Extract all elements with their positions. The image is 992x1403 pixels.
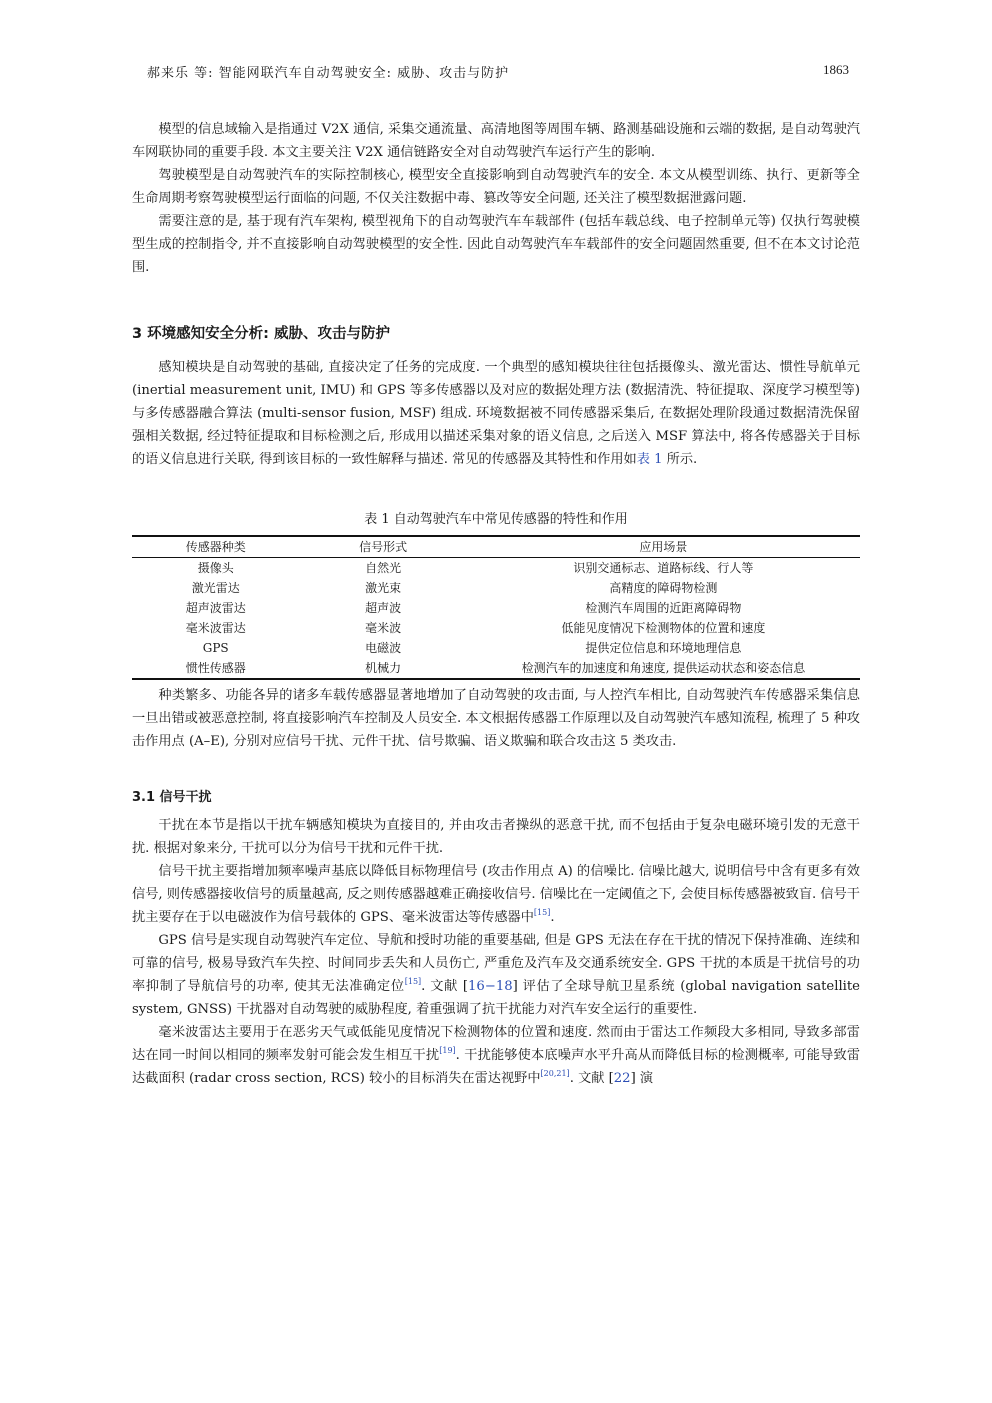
section-3-1-paragraph-1: 干扰在本节是指以干扰车辆感知模块为直接目的, 并由攻击者操纵的恶意干扰, 而不包括由于复杂电磁环境引发的无意干扰. 根据对象来分, 干扰可以分为信号干扰和元件干扰. [132,818,860,856]
table-cell: 毫米波雷达 [185,621,246,635]
table-1-block [132,504,860,680]
table-cell: 检测汽车的加速度和角速度, 提供运动状态和姿态信息 [467,658,860,679]
after-table-paragraph: 种类繁多、功能各异的诸多车载传感器显著地增加了自动驾驶的攻击面, 与人控汽车相比, 自动驾驶汽车传感器采集信息一旦出错或被恶意控制, 将直接影响汽车控制及人员安全. 本文根据传感器工作原理以及自动驾驶汽车感知流程, 梳理了 5 种攻击作用点 (A–E), 分别对应信号干扰、元件干扰、信号欺骗、语义欺骗和联合攻击这 5 类攻击. [132,688,860,749]
section-3-1-title: 3.1 信号干扰 [132,790,212,805]
table-cell: 检测汽车周围的近距离障碍物 [585,601,742,615]
section-3-title: 3 环境感知安全分析: 威胁、攻击与防护 [132,326,390,342]
table-1-caption: 表 1 自动驾驶汽车中常见传感器的特性和作用 [364,512,628,527]
table-cell: 机械力 [299,658,466,679]
citation-15[interactable]: [15] [404,977,422,986]
table-row [132,598,860,618]
table-cell: 高精度的障碍物检测 [609,581,718,595]
section-3 [132,323,860,471]
running-header-title: 郝来乐 等: 智能网联汽车自动驾驶安全: 威胁、攻击与防护 [147,66,510,81]
intro-paragraph-3: 需要注意的是, 基于现有汽车架构, 模型视角下的自动驾驶汽车车载部件 (包括车载总线、电子控制单元等) 仅执行驾驶模型生成的控制指令, 并不直接影响自动驾驶模型的安全性. 因此自动驾驶汽车车载部件的安全问题固然重要, 但不在本文讨论范围. [132,214,860,275]
intro-paragraph-1: 模型的信息域输入是指通过 V2X 通信, 采集交通流量、高清地图等周围车辆、路测基础设施和云端的数据, 是自动驾驶汽车网联协同的重要手段. 本文主要关注 V2X 通信链路安全对自动驾驶汽车运行产生的影响. [132,122,860,160]
table-row [132,578,860,598]
table-cell: 惯性传感器 [132,658,299,679]
table-cell: 超声波 [365,601,402,615]
table-row [132,558,860,579]
section-3-1 [132,786,860,1090]
citation-22[interactable]: 22 [613,1071,631,1086]
intro-block [132,118,860,279]
table-header-row [132,536,860,558]
table-cell: 摄像头 [197,561,234,575]
section-3-1-paragraph-4: 毫米波雷达主要用于在恶劣天气或低能见度情况下检测物体的位置和速度. 然而由于雷达工作频段大多相同, 导致多部雷达在同一时间以相同的频率发射可能会发生相互干扰[19]. 干扰能够使本底噪声水平升高从而降低目标的检测概率, 可能导致雷达截面积 (radar cross section, RCS) 较小的目标消失在雷达视野中[20,21]. 文献 [22] 演 [132,1025,861,1086]
table-cell: 激光雷达 [191,581,240,595]
col-header-application: 应用场景 [467,536,860,558]
table-row [132,638,860,658]
section-3-1-paragraph-2: 信号干扰主要指增加频率噪声基底以降低目标物理信号 (攻击作用点 A) 的信噪比. 信噪比越大, 说明信号中含有更多有效信号, 则传感器接收信号的质量越高, 反之则传感器越难正确接收信号. 信噪比在一定阈值之下, 会使目标传感器被致盲. 信号干扰主要存在于以电磁波作为信号载体的 GPS、毫米波雷达等传感器中[15]. [132,864,860,925]
citation-15[interactable]: [15] [533,908,551,917]
citation-19[interactable]: [19] [439,1046,456,1055]
col-header-signal-form: 信号形式 [299,536,466,558]
table-row [132,618,860,638]
after-table-block [132,684,860,753]
section-3-1-paragraph-3: GPS 信号是实现自动驾驶汽车定位、导航和授时功能的重要基础, 但是 GPS 无法在存在干扰的情况下保持准确、连续和可靠的信号, 极易导致汽车失控、时间同步丢失和人员伤亡, 严重危及汽车及交通系统安全. GPS 干扰的本质是干扰信号的功率抑制了导航信号的功率, 使其无法准确定位[15]. 文献 [16−18] 评估了全球导航卫星系统 (global navigation satellite system, GNSS) 干扰器对自动驾驶的威胁程度, 着重强调了抗干扰能力对汽车安全运行的重要性. [132,933,860,1017]
table-cell: 激光束 [365,581,402,595]
table-cell: 毫米波 [365,621,402,635]
table-cell: 识别交通标志、道路标线、行人等 [573,561,754,575]
section-3-paragraph: 感知模块是自动驾驶的基础, 直接决定了任务的完成度. 一个典型的感知模块往往包括摄像头、激光雷达、惯性导航单元 (inertial measurement unit, IMU) 和 GPS 等多传感器以及对应的数据处理方法 (数据清洗、特征提取、深度学习模型等) 与多传感器融合算法 (multi-sensor fusion, MSF) 组成. 环境数据被不同传感器采集后, 在数据处理阶段通过数据清洗保留强相关数据, 经过特征提取和目标检测之后, 形成用以描述采集对象的语义信息, 之后送入 MSF 算法中, 将各传感器关于目标的语义信息进行关联, 得到该目标的一致性解释与描述. 常见的传感器及其特性和作用如表 1 所示. [132,360,860,467]
table-cell: 提供定位信息和环境地理信息 [585,641,742,655]
table-cell: 自然光 [365,561,402,575]
table-row [132,658,860,679]
citation-20-21[interactable]: [20,21] [540,1069,570,1078]
table-cell: GPS [202,641,229,655]
table-cell: 电磁波 [365,641,402,655]
page-number: 1863 [823,62,849,77]
intro-paragraph-2: 驾驶模型是自动驾驶汽车的实际控制核心, 模型安全直接影响到自动驾驶汽车的安全. 本文从模型训练、执行、更新等全生命周期考察驾驶模型运行面临的问题, 不仅关注数据中毒、篡改等安全问题, 还关注了模型数据泄露问题. [132,168,860,206]
table-cell: 超声波雷达 [185,601,246,615]
sensor-table [132,535,860,680]
citation-16-18[interactable]: 16−18 [468,979,513,994]
table-cell: 低能见度情况下检测物体的位置和速度 [561,621,766,635]
table-1-link[interactable]: 表 1 [636,452,663,467]
col-header-sensor-type: 传感器种类 [132,536,299,558]
